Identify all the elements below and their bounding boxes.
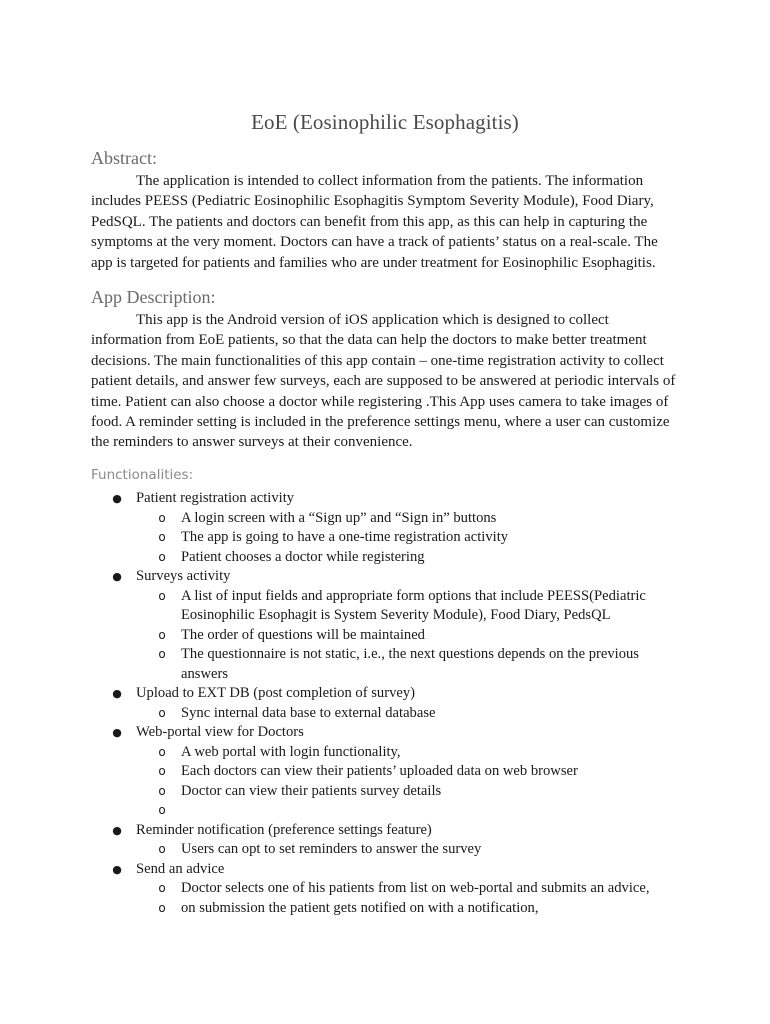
functionality-subitem: A login screen with a “Sign up” and “Sign in” buttons xyxy=(181,509,497,526)
sub-bullet-marker: o xyxy=(158,900,166,915)
sub-bullet-marker: o xyxy=(158,842,166,856)
document-title: EoE (Eosinophilic Esophagitis) xyxy=(251,110,519,134)
sub-bullet-marker: o xyxy=(158,627,166,642)
bullet-marker: ● xyxy=(112,823,122,837)
app-description-line: the reminders to answer surveys at their convenience. xyxy=(91,434,413,451)
functionality-subitem: The app is going to have a one-time registration activity xyxy=(181,529,509,545)
functionalities-heading: Functionalities: xyxy=(91,467,194,483)
functionality-item: Web-portal view for Doctors xyxy=(136,724,304,740)
functionality-subitem: The questionnaire is not static, i.e., the next questions depends on the previous xyxy=(181,646,639,662)
functionality-item: Upload to EXT DB (post completion of survey) xyxy=(136,685,415,701)
sub-bullet-marker: o xyxy=(158,530,166,544)
bullet-marker: ● xyxy=(112,570,122,583)
abstract-line: PedSQL. The patients and doctors can benefit from this app, as this can help in capturing the xyxy=(91,213,648,230)
functionality-subitem: Eosinophilic Esophagit is System Severity Module), Food Diary, PedsQL xyxy=(181,607,611,623)
app-description-heading: App Description: xyxy=(91,287,216,307)
functionality-subitem: Patient chooses a doctor while registering xyxy=(181,548,425,565)
sub-bullet-marker: o xyxy=(158,647,166,661)
functionality-subitem: The order of questions will be maintained xyxy=(181,626,425,643)
functionality-subitem: Each doctors can view their patients’ uploaded data on web browser xyxy=(181,763,578,779)
sub-bullet-marker: o xyxy=(158,881,166,895)
functionality-subitem: on submission the patient gets notified on with a notification, xyxy=(181,899,539,916)
abstract-line: app is targeted for patients and families who are under treatment for Eosinophilic Esophagitis. xyxy=(91,254,656,271)
bullet-marker: ● xyxy=(112,687,122,700)
functionality-subitem: Doctor selects one of his patients from list on web-portal and submits an advice, xyxy=(181,880,650,896)
sub-bullet-marker: o xyxy=(158,764,166,778)
functionality-subitem: Doctor can view their patients survey details xyxy=(181,782,442,799)
sub-bullet-marker: o xyxy=(158,588,166,603)
bullet-marker: ● xyxy=(112,726,122,739)
functionality-subitem: A list of input fields and appropriate form options that include PEESS(Pediatric xyxy=(181,587,646,604)
bullet-marker: ● xyxy=(112,862,122,876)
bullet-marker: ● xyxy=(112,492,122,505)
functionality-item: Surveys activity xyxy=(136,568,231,584)
functionality-item: Patient registration activity xyxy=(136,490,295,506)
app-description-line: information from EoE patients, so that the data can help the doctors to make better treatment xyxy=(91,332,647,349)
abstract-heading: Abstract: xyxy=(91,148,157,168)
functionality-item: Send an advice xyxy=(136,860,225,877)
app-description-line: This app is the Android version of iOS application which is designed to collect xyxy=(136,312,609,328)
abstract-line: includes PEESS (Pediatric Eosinophilic Esophagitis Symptom Severity Module), Food Diary, xyxy=(91,193,654,210)
sub-bullet-marker: o xyxy=(158,783,166,798)
sub-bullet-marker: o xyxy=(158,549,166,564)
abstract-line: The application is intended to collect information from the patients. The information xyxy=(136,173,644,189)
functionality-subitem: answers xyxy=(181,665,229,682)
functionality-subitem: Sync internal data base to external database xyxy=(181,704,436,721)
functionality-subitem: Users can opt to set reminders to answer the survey xyxy=(181,841,482,857)
functionality-item: Reminder notification (preference settings feature) xyxy=(136,821,432,838)
app-description-paragraph xyxy=(91,310,691,453)
sub-bullet-marker: o xyxy=(158,803,166,817)
app-description-line: time. Patient can also choose a doctor while registering .This App uses camera to take images of xyxy=(91,393,669,410)
app-description-line: food. A reminder setting is included in the preference settings menu, where a user can customize xyxy=(91,413,670,430)
sub-bullet-marker: o xyxy=(158,705,166,720)
abstract-paragraph xyxy=(91,171,691,273)
sub-bullet-marker: o xyxy=(158,510,166,525)
app-description-line: patient details, and answer few surveys, each are supposed to be answered at periodic intervals of xyxy=(91,373,676,390)
abstract-line: symptoms at the very moment. Doctors can have a track of patients’ status on a real-scale. The xyxy=(91,234,658,251)
app-description-line: decisions. The main functionalities of this app contain – one-time registration activity to collect xyxy=(91,352,664,369)
functionality-subitem: A web portal with login functionality, xyxy=(181,743,401,760)
sub-bullet-marker: o xyxy=(158,744,166,759)
